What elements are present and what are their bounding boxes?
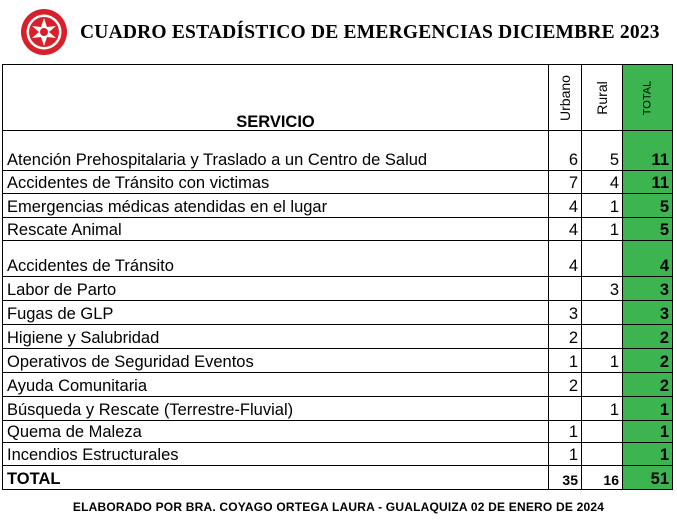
table-row bbox=[3, 301, 673, 325]
header bbox=[0, 0, 677, 64]
table-row bbox=[3, 421, 673, 443]
table-row bbox=[3, 218, 673, 241]
table-row bbox=[3, 241, 673, 277]
urbano-value: 3 bbox=[549, 301, 582, 325]
rural-value: 4 bbox=[582, 171, 623, 194]
urbano-value: 2 bbox=[549, 325, 582, 349]
urbano-value: 1 bbox=[549, 443, 582, 466]
rural-value: 1 bbox=[582, 194, 623, 218]
urbano-value: 6 bbox=[549, 131, 582, 171]
rural-value: 5 bbox=[582, 131, 623, 171]
urbano-value bbox=[549, 277, 582, 301]
total-row bbox=[3, 466, 673, 490]
total-value: 3 bbox=[623, 277, 673, 301]
urbano-value: 1 bbox=[549, 349, 582, 373]
rural-value bbox=[582, 241, 623, 277]
urbano-value: 2 bbox=[549, 373, 582, 397]
column-header-rural: Rural bbox=[582, 65, 623, 131]
total-value: 1 bbox=[623, 443, 673, 466]
urbano-value: 4 bbox=[549, 241, 582, 277]
rural-value bbox=[582, 373, 623, 397]
table-header-row bbox=[3, 65, 673, 131]
rural-value: 1 bbox=[582, 349, 623, 373]
total-value: 5 bbox=[623, 218, 673, 241]
column-header-urbano: Urbano bbox=[549, 65, 582, 131]
table-row bbox=[3, 443, 673, 466]
rural-value: 3 bbox=[582, 277, 623, 301]
emergency-statistics-table bbox=[2, 64, 673, 490]
service-name: Atención Prehospitalaria y Traslado a un Centro de Salud bbox=[3, 131, 549, 171]
table-row bbox=[3, 373, 673, 397]
service-name: Quema de Maleza bbox=[3, 421, 549, 443]
column-header-total: TOTAL bbox=[623, 65, 673, 131]
total-value: 2 bbox=[623, 349, 673, 373]
rural-value bbox=[582, 421, 623, 443]
grand-total: 51 bbox=[623, 466, 673, 490]
service-name: Labor de Parto bbox=[3, 277, 549, 301]
rural-value bbox=[582, 325, 623, 349]
service-name: Rescate Animal bbox=[3, 218, 549, 241]
total-value: 2 bbox=[623, 325, 673, 349]
total-rural: 16 bbox=[582, 466, 623, 490]
total-value: 2 bbox=[623, 373, 673, 397]
service-name: Higiene y Salubridad bbox=[3, 325, 549, 349]
urbano-value: 4 bbox=[549, 218, 582, 241]
urbano-value: 1 bbox=[549, 421, 582, 443]
service-name: Accidentes de Tránsito bbox=[3, 241, 549, 277]
table-row bbox=[3, 277, 673, 301]
rural-value bbox=[582, 443, 623, 466]
service-name: Búsqueda y Rescate (Terrestre-Fluvial) bbox=[3, 397, 549, 421]
table-row bbox=[3, 349, 673, 373]
table-row bbox=[3, 131, 673, 171]
service-name: Emergencias médicas atendidas en el lugar bbox=[3, 194, 549, 218]
urbano-value: 4 bbox=[549, 194, 582, 218]
service-name: Operativos de Seguridad Eventos bbox=[3, 349, 549, 373]
service-name: Accidentes de Tránsito con victimas bbox=[3, 171, 549, 194]
total-value: 1 bbox=[623, 421, 673, 443]
total-urbano: 35 bbox=[549, 466, 582, 490]
urbano-value bbox=[549, 397, 582, 421]
total-value: 11 bbox=[623, 131, 673, 171]
rural-value: 1 bbox=[582, 397, 623, 421]
fire-department-logo-icon bbox=[20, 8, 68, 56]
service-name: Ayuda Comunitaria bbox=[3, 373, 549, 397]
page-title: CUADRO ESTADÍSTICO DE EMERGENCIAS DICIEMBRE 2023 bbox=[80, 22, 660, 43]
rural-value bbox=[582, 301, 623, 325]
table-row bbox=[3, 194, 673, 218]
service-name: Incendios Estructurales bbox=[3, 443, 549, 466]
total-value: 1 bbox=[623, 397, 673, 421]
rural-value: 1 bbox=[582, 218, 623, 241]
total-value: 11 bbox=[623, 171, 673, 194]
footer-credit: ELABORADO POR BRA. COYAGO ORTEGA LAURA - GUALAQUIZA 02 DE ENERO DE 2024 bbox=[72, 500, 605, 514]
column-header-servicio: SERVICIO bbox=[3, 65, 549, 131]
table-row bbox=[3, 171, 673, 194]
table-row bbox=[3, 325, 673, 349]
total-value: 3 bbox=[623, 301, 673, 325]
total-label: TOTAL bbox=[3, 466, 549, 490]
total-value: 5 bbox=[623, 194, 673, 218]
service-name: Fugas de GLP bbox=[3, 301, 549, 325]
total-value: 4 bbox=[623, 241, 673, 277]
table-row bbox=[3, 397, 673, 421]
urbano-value: 7 bbox=[549, 171, 582, 194]
